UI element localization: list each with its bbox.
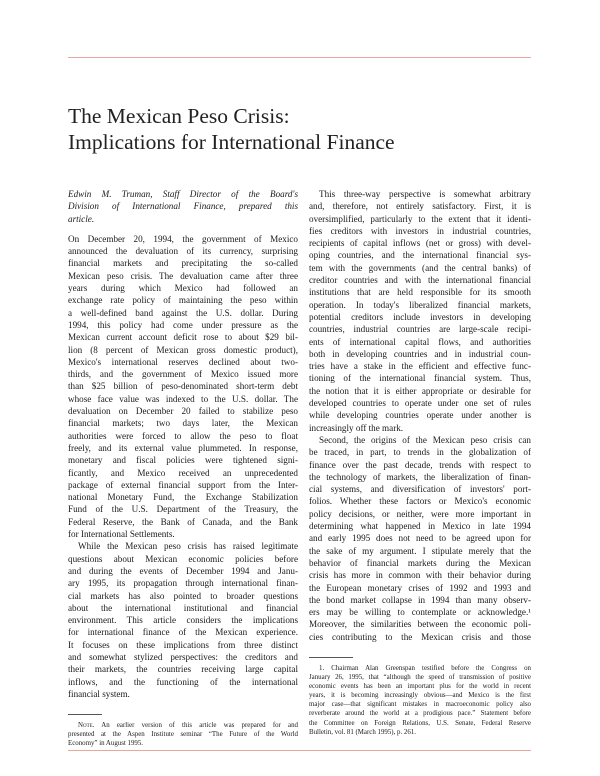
top-rule xyxy=(68,57,531,58)
text-line: Mexican peso crisis. The devaluation came after three xyxy=(68,270,298,281)
text-line: financial markets; two days later, the Mexican xyxy=(68,418,298,429)
article-note xyxy=(68,721,298,748)
title-line-2: Implications for International Finance xyxy=(68,130,395,154)
left-column xyxy=(68,188,298,748)
text-line: While the Mexican peso crisis has raised legitimate xyxy=(78,541,298,552)
left-paragraph-2 xyxy=(68,540,298,700)
text-line: It focuses on these implications from three distinct xyxy=(68,639,298,650)
text-line: tem with the governments (and the central banks) of xyxy=(309,262,531,273)
text-line: creditor countries and with the international financial xyxy=(309,275,531,286)
text-line: freely, and its external value plummeted. In response, xyxy=(68,442,298,453)
text-line: authorities were forced to allow the peso to float xyxy=(68,430,298,441)
footnote-line: years, it is becoming increasingly obvious—and Mexico is the first xyxy=(309,692,531,700)
text-line: the European monetary crises of 1992 and 1993 and xyxy=(309,582,531,593)
text-line: years during which Mexico had followed an xyxy=(68,283,298,294)
text-line: cial markets has also pointed to broader questions xyxy=(68,590,298,601)
text-line: financial markets and precipitating the so-called xyxy=(68,258,298,269)
footnote-line: the Committee on Foreign Relations, U.S. Senate, Federal Reserve xyxy=(309,719,531,727)
text-line: devaluation on December 20 failed to stabilize peso xyxy=(68,406,298,417)
text-line: ers may be willing to contemplate or acknowledge.¹ xyxy=(309,607,531,618)
text-line: finance over the past decade, trends with respect to xyxy=(309,459,531,470)
text-line: Federal Reserve, the Bank of Canada, and the Bank xyxy=(68,516,298,527)
text-line: Mexican current account deficit rose to about $29 bil- xyxy=(68,332,298,343)
text-line: tioning of the international financial system. Thus, xyxy=(309,373,531,384)
footnote-line: 1. Chairman Alan Greenspan testified before the Congress on xyxy=(319,664,531,672)
note-line: presented at the Aspen Institute seminar “The Future of the World xyxy=(68,731,298,739)
text-line: operation. In today's liberalized financial markets, xyxy=(309,299,531,310)
text-line: determining what happened in Mexico in late 1994 xyxy=(309,521,531,532)
text-line: a well-defined band against the U.S. dollar. During xyxy=(68,307,298,318)
text-line: about the international institutional and financial xyxy=(68,602,298,613)
text-line: recipients of capital inflows (net or gross) with devel- xyxy=(309,238,531,249)
right-paragraph-1 xyxy=(309,188,531,434)
text-line: national Monetary Fund, the Exchange Stabilization xyxy=(68,492,298,503)
byline-line: Division of International Finance, prepared this xyxy=(68,201,298,212)
text-line: ents of international capital flows, and authorities xyxy=(309,336,531,347)
text-line: for international finance of the Mexican experience. xyxy=(68,627,298,638)
footnote-line: January 26, 1995, that “although the speed of transmission of positive xyxy=(309,674,531,682)
text-line: countries, industrial countries are large-scale recipi- xyxy=(309,324,531,335)
text-line: Second, the origins of the Mexican peso crisis can xyxy=(319,434,531,445)
byline-line: article. xyxy=(68,213,95,224)
footnote-divider xyxy=(309,657,353,658)
text-line: institutions that are held responsible for its smooth xyxy=(309,287,531,298)
text-line: increasingly off the mark. xyxy=(309,422,404,433)
text-line: inflows, and the functioning of the international xyxy=(68,676,298,687)
text-line: 1994, this policy had come under pressure as the xyxy=(68,319,298,330)
right-paragraph-2 xyxy=(309,434,531,643)
text-line: thirds, and the government of Mexico issued more xyxy=(68,369,298,380)
text-line: environment. This article considers the implications xyxy=(68,615,298,626)
text-line: and, therefore, not entirely satisfactory. First, it is xyxy=(309,201,531,212)
note-text: An earlier version of this article was prepared for and xyxy=(94,722,298,730)
text-line: and during the events of December 1994 and Janu- xyxy=(68,565,298,576)
left-paragraph-1 xyxy=(68,233,298,540)
text-line: be traced, in part, to trends in the globalization of xyxy=(309,447,531,458)
note-line: Economy” in August 1995. xyxy=(68,740,144,748)
text-line: Moreover, the similarities between the economic poli- xyxy=(309,619,531,630)
text-line: while developing countries operate under another is xyxy=(309,410,531,421)
bottom-rule xyxy=(68,750,531,751)
footnote-line: reverberate around the world at a prodigious pace.” Statement before xyxy=(309,710,531,718)
note-label: Note. xyxy=(78,722,95,730)
byline-line: Edwin M. Truman, Staff Director of the Board's xyxy=(68,189,298,199)
text-line: monetary and fiscal policies were tightened signi- xyxy=(68,455,298,466)
text-line: oping countries, and the international financial sys- xyxy=(309,250,531,261)
text-line: for International Settlements. xyxy=(68,529,175,540)
text-line: potential creditors include investors in developing xyxy=(309,311,531,322)
text-line: crisis has more in common with their behavior during xyxy=(309,570,531,581)
text-line: the bond market collapse in 1994 than many observ- xyxy=(309,594,531,605)
text-line: Fund of the U.S. Department of the Treasury, the xyxy=(68,504,298,515)
text-line: ficantly, and Mexico received an unprecedented xyxy=(68,467,298,478)
text-line: and somewhat stylized perspectives: the creditors and xyxy=(68,651,298,662)
text-line: fies creditors with investors in industrial countries, xyxy=(309,225,531,236)
text-line: both in developing countries and in industrial coun- xyxy=(309,348,531,359)
text-line: oversimplified, particularly to the extent that it identi- xyxy=(309,213,531,224)
text-line: On December 20, 1994, the government of Mexico xyxy=(68,233,298,244)
text-line: than $25 billion of peso-denominated short-term debt xyxy=(68,381,298,392)
text-line: financial system. xyxy=(68,688,130,699)
text-line: their markets, the countries receiving large capital xyxy=(68,664,298,675)
right-column xyxy=(309,188,531,737)
article-title xyxy=(68,103,538,155)
text-line: This three-way perspective is somewhat arbitrary xyxy=(319,189,531,199)
text-line: developed countries to operate under one set of rules xyxy=(309,398,531,409)
text-line: Mexico's international reserves declined about two- xyxy=(68,356,298,367)
text-line: cies contributing to the Mexican crisis and those xyxy=(309,631,531,642)
text-line: whose face value was indexed to the U.S. dollar. The xyxy=(68,393,298,404)
text-line: policy decisions, or neither, were more important in xyxy=(309,508,531,519)
footnote-line: major case—that significant mistakes in macroeconomic policy also xyxy=(309,701,531,709)
text-line: behavior of financial markets during the Mexican xyxy=(309,557,531,568)
text-line: announced the devaluation of its currency, surprising xyxy=(68,246,298,257)
text-line: and early 1995 does not need to be agreed upon for xyxy=(309,533,531,544)
note-line xyxy=(68,721,298,730)
text-line: tries have a stake in the efficient and effective func- xyxy=(309,361,531,372)
text-line: exchange rate policy of maintaining the peso within xyxy=(68,295,298,306)
text-line: the notion that it is either appropriate or desirable for xyxy=(309,385,531,396)
text-line: ary 1995, its propagation through international finan- xyxy=(68,578,298,589)
byline xyxy=(68,188,298,225)
text-line: the sake of my argument. I stipulate merely that the xyxy=(309,545,531,556)
footnote-line: Bulletin, vol. 81 (March 1995), p. 261. xyxy=(309,728,416,736)
text-line: package of external financial support from the Inter- xyxy=(68,479,298,490)
footnote-line: economic events has been an important plus for the world in recent xyxy=(309,683,531,691)
footnote xyxy=(309,664,531,737)
title-line-1: The Mexican Peso Crisis: xyxy=(68,104,290,128)
note-divider xyxy=(68,714,102,715)
text-line: folios. Whether these factors or Mexico's economic xyxy=(309,496,531,507)
text-line: cial systems, and diversification of investors' port- xyxy=(309,484,531,495)
text-line: questions about Mexican economic policies before xyxy=(68,553,298,564)
text-line: lion (8 percent of Mexican gross domestic product), xyxy=(68,344,298,355)
text-line: the technology of markets, the liberalization of finan- xyxy=(309,471,531,482)
